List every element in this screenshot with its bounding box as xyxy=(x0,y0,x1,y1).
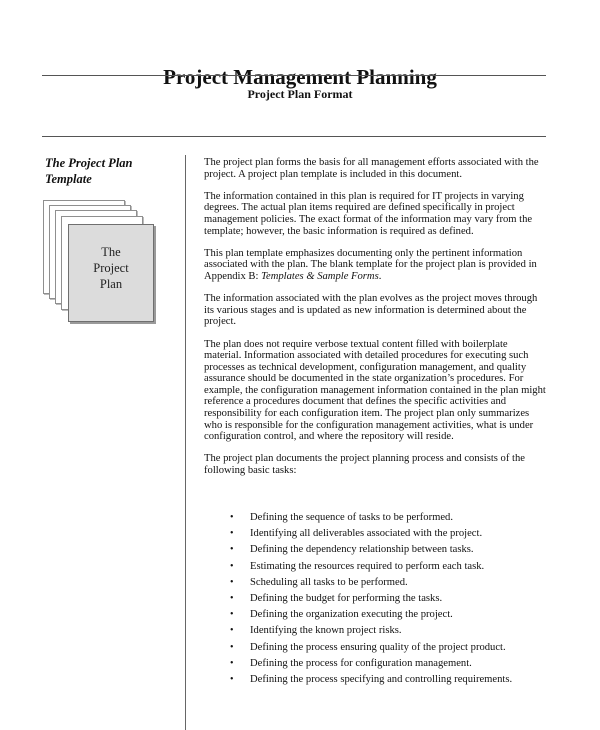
task-list xyxy=(230,510,540,688)
list-item xyxy=(230,542,540,558)
bullet-icon: • xyxy=(230,625,234,637)
bullet-icon: • xyxy=(230,592,234,604)
list-item xyxy=(230,591,540,607)
list-item-text: Identifying the known project risks. xyxy=(250,625,402,637)
paragraph xyxy=(204,248,546,283)
page-title: Project Management Planning xyxy=(163,65,437,90)
list-item xyxy=(230,623,540,639)
list-item-text: Identifying all deliverables associated with the project. xyxy=(250,528,483,540)
paragraph-text: . xyxy=(378,270,382,282)
body-text xyxy=(204,157,546,487)
list-item-text: Defining the organization executing the project. xyxy=(250,609,453,621)
paragraph: The project plan forms the basis for all management efforts associated with the project. A project plan template is included in this document. xyxy=(204,157,539,180)
bullet-icon: • xyxy=(230,528,234,540)
stacked-pages-graphic xyxy=(43,200,158,325)
appendix-reference: Templates & Sample Forms xyxy=(261,270,379,282)
paragraph: The information contained in this plan is required for IT projects in varying degrees. The actual plan items required are defined specifically in project management policies. The exact format of the information may vary from the template; however, the basic information is required as defined. xyxy=(204,190,533,237)
paragraph-text: This plan template emphasizes documenting only the pertinent information associated with the plan. The blank template for the project plan is provided in Appendix B: xyxy=(204,247,537,282)
list-item xyxy=(230,672,540,688)
list-item-text: Estimating the resources required to perform each task. xyxy=(250,560,485,572)
bullet-icon: • xyxy=(230,560,234,572)
list-item-text: Defining the budget for performing the tasks. xyxy=(250,592,443,604)
bullet-icon: • xyxy=(230,609,234,621)
list-item-text: Defining the dependency relationship between tasks. xyxy=(250,544,474,556)
paragraph: The plan does not require verbose textual content filled with boilerplate material. Information associated with detailed procedures for executing such processes as technical development, configuration management, and quality assurance should be documented in the state organization’s procedures. For example, the configuration management information contained in the plan might reference a procedures document that defines the specific activities and responsibility for each configuration item. The project plan only summarizes who is responsible for the configuration management activities, what is under configuration control, and where the repository will reside. xyxy=(204,338,546,443)
list-item xyxy=(230,526,540,542)
title-divider xyxy=(42,75,546,76)
front-page-sheet xyxy=(68,224,154,322)
bullet-icon: • xyxy=(230,657,234,669)
list-item xyxy=(230,640,540,656)
list-item xyxy=(230,607,540,623)
list-item-text: Scheduling all tasks to be performed. xyxy=(250,576,408,588)
list-item xyxy=(230,575,540,591)
bullet-icon: • xyxy=(230,544,234,556)
list-item-text: Defining the process for configuration management. xyxy=(250,657,472,669)
page-subtitle: Project Plan Format xyxy=(247,87,353,101)
list-item-text: Defining the process ensuring quality of the project product. xyxy=(250,641,506,653)
paragraph: The project plan documents the project planning process and consists of the following basic tasks: xyxy=(204,453,525,477)
list-item xyxy=(230,510,540,526)
list-item xyxy=(230,656,540,672)
column-divider xyxy=(185,155,186,730)
bullet-icon: • xyxy=(230,641,234,653)
list-item-text: Defining the process specifying and controlling requirements. xyxy=(250,673,513,685)
section-divider xyxy=(42,136,546,137)
list-item-text: Defining the sequence of tasks to be performed. xyxy=(250,512,453,523)
bullet-icon: • xyxy=(230,576,234,588)
section-heading: The Project Plan Template xyxy=(45,156,133,186)
graphic-label: The Project Plan xyxy=(93,245,129,291)
bullet-icon: • xyxy=(230,512,234,523)
list-item xyxy=(230,559,540,575)
paragraph: The information associated with the plan evolves as the project moves through its various stages and is updated as new information is determined about the project. xyxy=(204,293,538,328)
bullet-icon: • xyxy=(230,673,234,685)
